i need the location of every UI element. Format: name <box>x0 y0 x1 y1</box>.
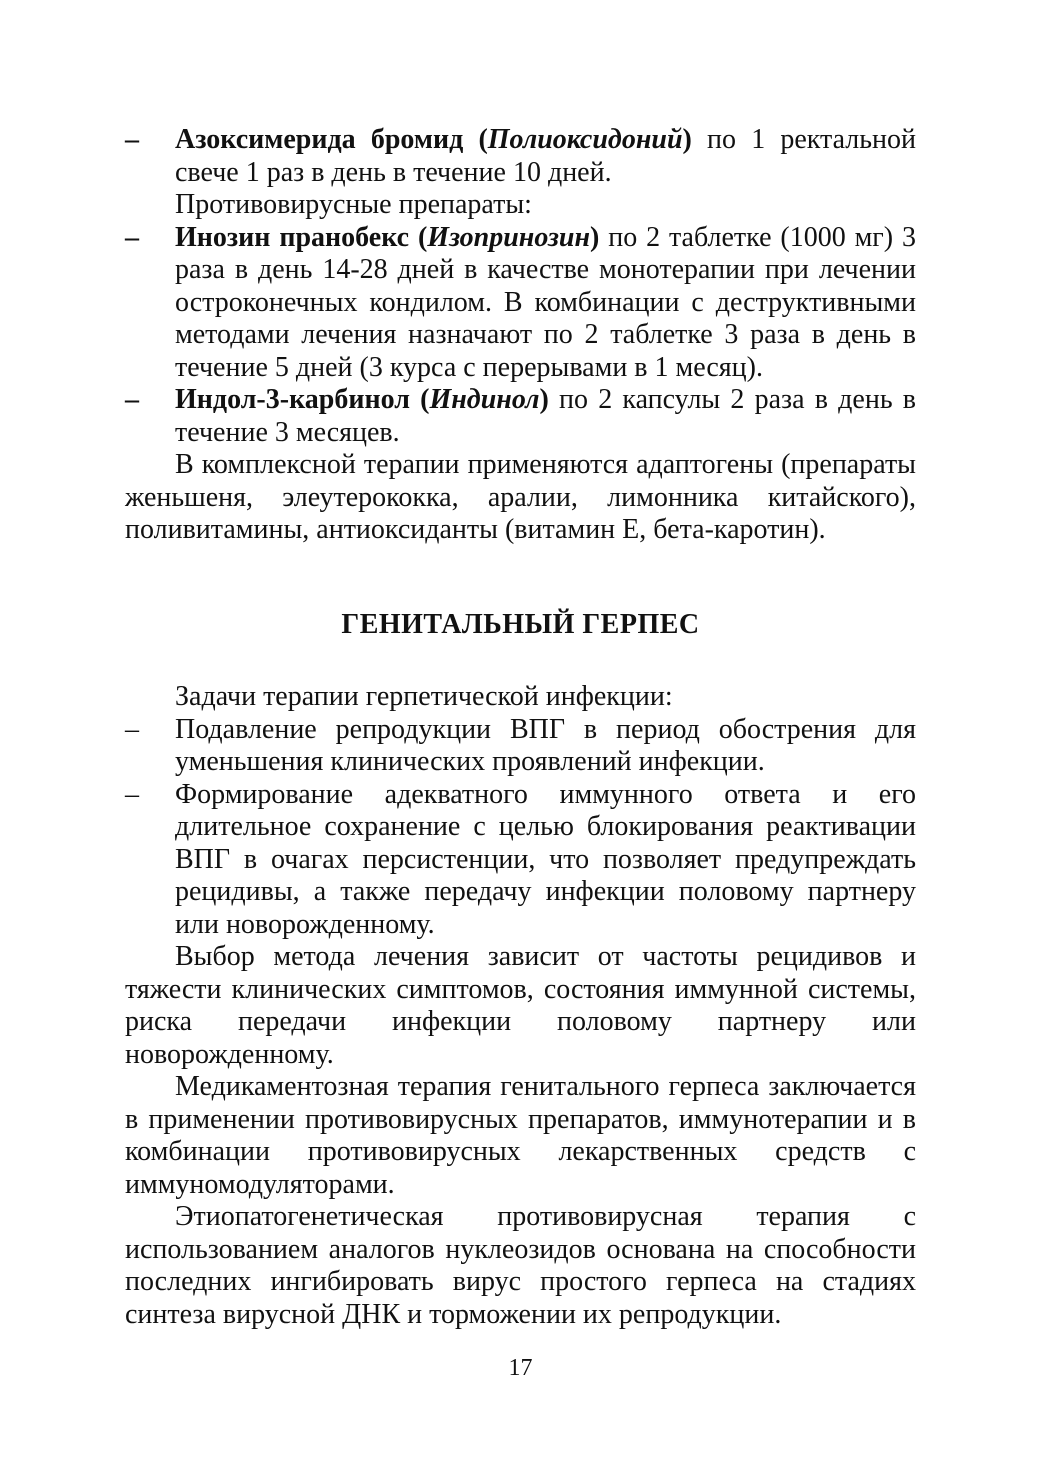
page-number: 17 <box>508 1355 533 1381</box>
drug-item-indole <box>125 384 916 449</box>
paragraph-etiopathogenetic: Этиопатогенетическая противовирусная терапия с использованием аналогов нуклеозидов основана на способности последних ингибировать вирус простого герпеса на стадиях синтеза вирусной ДНК и торможении их репродукции. <box>125 1201 916 1330</box>
paragraph-drug-therapy: Медикаментозная терапия генитального герпеса заключается в применении противовирусных препаратов, иммунотерапии и в комбинации противовирусных лекарственных средств с иммуномодуляторами. <box>125 1071 916 1200</box>
drug-brand: Индинол <box>429 384 540 415</box>
task-item <box>125 779 916 942</box>
task-text: Формирование адекватного иммунного ответа и его длительное сохранение с целью блокирования реактивации ВПГ в очагах персистенции, что позволяет предупреждать рецидивы, а также передачу инфекции половому партнеру или новорожденному. <box>175 778 916 940</box>
tasks-intro: Задачи терапии герпетической инфекции: <box>175 681 673 712</box>
list-dash: – <box>125 124 139 155</box>
section-heading: ГЕНИТАЛЬНЫЙ ГЕРПЕС <box>341 608 700 640</box>
page-content <box>125 124 916 1331</box>
drug-brand: Полиоксидоний <box>487 124 683 155</box>
task-item <box>125 714 916 779</box>
paragraph-adaptogens: В комплексной терапии применяются адаптогены (препараты женьшеня, элеутерококка, аралии, лимонника китайского), поливитамины, антиоксиданты (витамин Е, бета-каротин). <box>125 449 916 545</box>
list-dash: – <box>125 221 139 253</box>
drug-name: Азоксимерида бромид ( <box>175 124 488 155</box>
paragraph-method-choice: Выбор метода лечения зависит от частоты рецидивов и тяжести клинических симптомов, состояния иммунной системы, риска передачи инфекции половому партнеру или новорожденному. <box>125 941 916 1070</box>
subheading-antivirals: Противовирусные препараты: <box>175 189 532 220</box>
list-dash: – <box>125 384 139 415</box>
drug-item-inosine <box>125 222 916 385</box>
drug-dosage: по 1 ректальной свече 1 раз в день в течение 10 дней. <box>175 124 917 188</box>
list-dash: – <box>125 713 139 745</box>
list-dash: – <box>125 778 139 810</box>
drug-name: Индол-3-карбинол ( <box>175 384 430 415</box>
task-text: Подавление репродукции ВПГ в период обострения для уменьшения клинических проявлений инфекции. <box>175 713 916 777</box>
drug-name-close: ) <box>539 384 549 415</box>
drug-name-close: ) <box>682 124 692 155</box>
drug-name: Инозин пранобекс ( <box>175 221 428 253</box>
drug-item-azoximer <box>125 124 916 189</box>
drug-brand: Изопринозин <box>427 221 590 253</box>
drug-dosage: по 2 капсулы 2 раза в день в течение 3 месяцев. <box>175 384 917 448</box>
drug-name-close: ) <box>590 221 600 253</box>
drug-dosage: по 2 таблетке (1000 мг) 3 раза в день 14-28 дней в качестве монотерапии при лечении остроконечных кондилом. В комбинации с деструктивными методами лечения назначают по 2 таблетке 3 раза в день в течение 5 дней (3 курса с перерывами в 1 месяц). <box>175 221 916 383</box>
